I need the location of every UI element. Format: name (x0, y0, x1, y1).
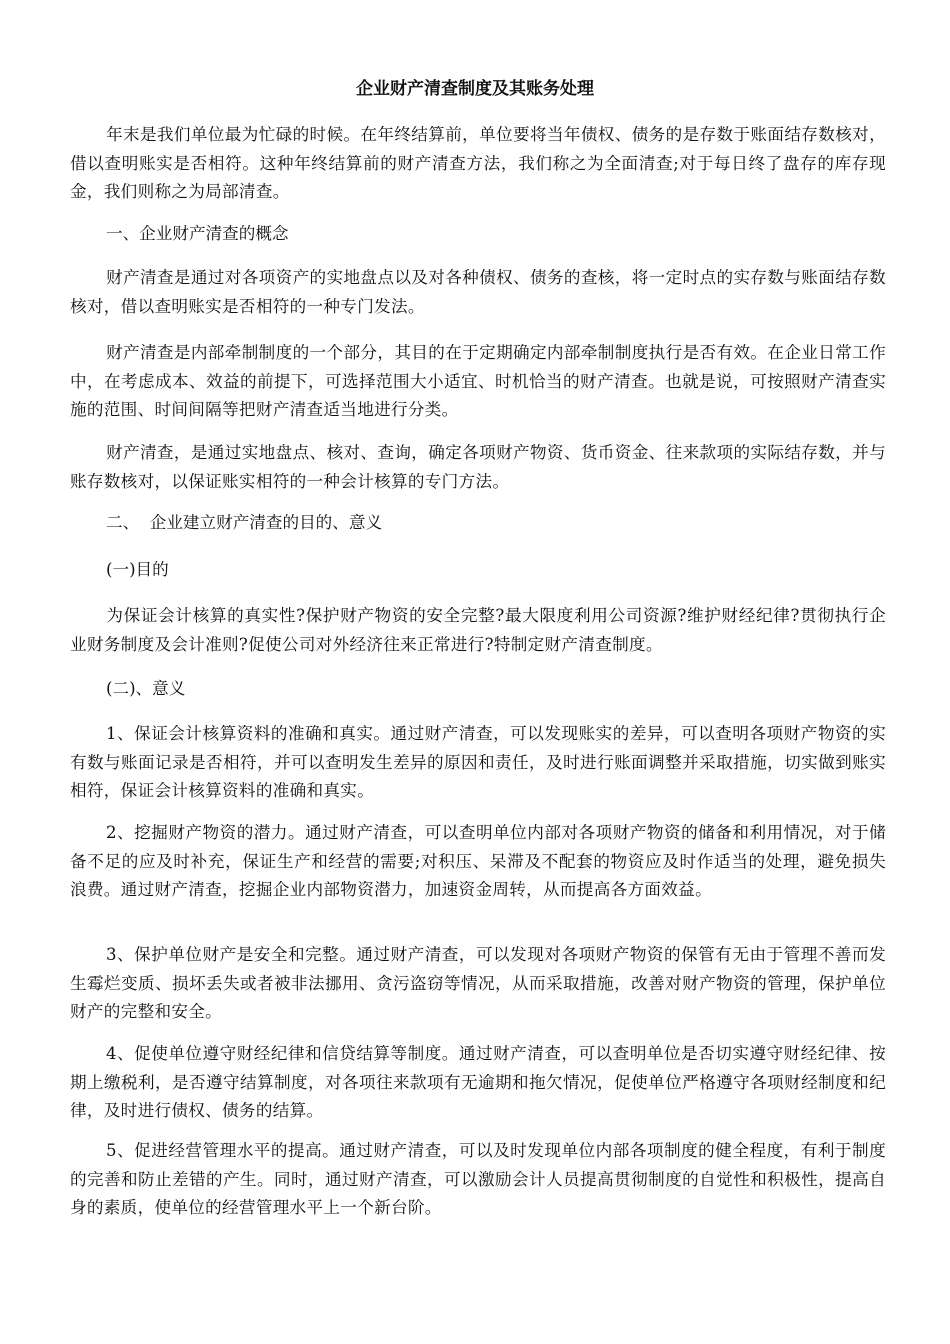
paragraph-method (70, 439, 886, 496)
paragraph-definition (70, 264, 886, 321)
paragraph-point-1 (70, 720, 886, 806)
paragraph-purpose (70, 602, 886, 659)
paragraph-text: 为保证会计核算的真实性?保护财产物资的安全完整?最大限度利用公司资源?维护财经纪律?贯彻执行企业财务制度及会计准则?促使公司对外经济往来正常进行?特制定财产清查制度。 (70, 606, 886, 654)
paragraph-text: 财产清查，是通过实地盘点、核对、查询，确定各项财产物资、货币资金、往来款项的实际结存数，并与账存数核对，以保证账实相符的一种会计核算的专门方法。 (70, 443, 886, 491)
paragraph-text: 财产清查是通过对各项资产的实地盘点以及对各种债权、债务的查核，将一定时点的实存数与账面结存数核对，借以查明账实是否相符的一种专门发法。 (70, 268, 886, 316)
paragraph-text: 年末是我们单位最为忙碌的时候。在年终结算前，单位要将当年债权、债务的是存数于账面结存数核对，借以查明账实是否相符。这种年终结算前的财产清查方法，我们称之为全面清查;对于每日终了盘存的库存现金，我们则称之为局部清查。 (70, 125, 886, 201)
paragraph-intro (70, 121, 886, 207)
paragraph-text: 3、保护单位财产是安全和完整。通过财产清查，可以发现对各项财产物资的保管有无由于管理不善而发生霉烂变质、损坏丢失或者被非法挪用、贪污盗窃等情况，从而采取措施，改善对财产物资的管理，保护单位财产的完整和安全。 (70, 945, 886, 1021)
section-heading-concept: 一、企业财产清查的概念 (106, 224, 289, 243)
paragraph-text: 财产清查是内部牵制制度的一个部分，其目的在于定期确定内部牵制制度执行是否有效。在企业日常工作中，在考虑成本、效益的前提下，可选择范围大小适宜、时机恰当的财产清查。也就是说，可按照财产清查实施的范围、时间间隔等把财产清查适当地进行分类。 (70, 343, 886, 419)
paragraph-text: 1、保证会计核算资料的准确和真实。通过财产清查，可以发现账实的差异，可以查明各项财产物资的实有数与账面记录是否相符，并可以查明发生差异的原因和责任，及时进行账面调整并采取措施，切实做到账实相符，保证会计核算资料的准确和真实。 (70, 724, 886, 800)
paragraph-point-4 (70, 1040, 886, 1126)
subheading-significance: (二)、意义 (106, 679, 186, 698)
paragraph-point-3 (70, 941, 886, 1027)
subheading-purpose: (一)目的 (106, 560, 169, 579)
paragraph-point-2 (70, 819, 886, 905)
paragraph-text: 2、挖掘财产物资的潜力。通过财产清查，可以查明单位内部对各项财产物资的储备和利用情况，对于储备不足的应及时补充，保证生产和经营的需要;对积压、呆滞及不配套的物资应及时作适当的处理，避免损失浪费。通过财产清查，挖掘企业内部物资潜力，加速资金周转，从而提高各方面效益。 (70, 823, 886, 899)
section-heading-purpose: 二、 企业建立财产清查的目的、意义 (106, 513, 383, 532)
document-title: 企业财产清查制度及其账务处理 (356, 79, 594, 99)
paragraph-internal-control (70, 339, 886, 425)
paragraph-point-5 (70, 1137, 886, 1223)
paragraph-text: 5、促进经营管理水平的提高。通过财产清查，可以及时发现单位内部各项制度的健全程度，有利于制度的完善和防止差错的产生。同时，通过财产清查，可以激励会计人员提高贯彻制度的自觉性和积极性，提高自身的素质，使单位的经营管理水平上一个新台阶。 (70, 1141, 886, 1217)
paragraph-text: 4、促使单位遵守财经纪律和信贷结算等制度。通过财产清查，可以查明单位是否切实遵守财经纪律、按期上缴税利，是否遵守结算制度，对各项往来款项有无逾期和拖欠情况，促使单位严格遵守各项财经制度和纪律，及时进行债权、债务的结算。 (70, 1044, 886, 1120)
